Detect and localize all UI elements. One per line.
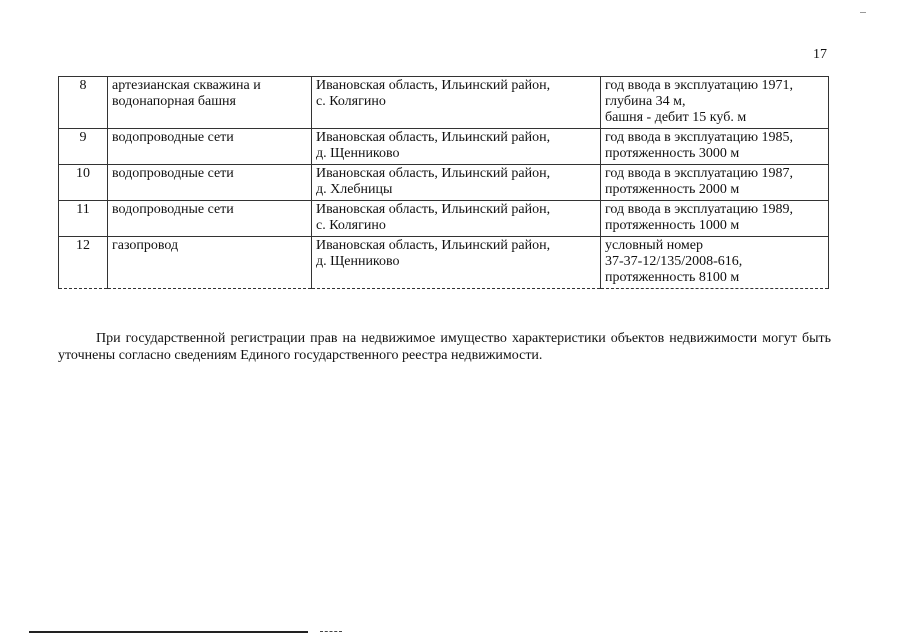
object-name	[108, 201, 312, 237]
text-line: газопровод	[112, 238, 179, 253]
object-name	[108, 165, 312, 201]
footer-dash	[320, 631, 342, 633]
text-line: водопроводные сети	[112, 130, 234, 145]
object-location	[312, 165, 601, 201]
row-number: 9	[59, 129, 108, 165]
text-line: с. Колягино	[316, 218, 386, 233]
text-line: Ивановская область, Ильинский район,	[316, 78, 551, 93]
object-details	[601, 129, 829, 165]
object-details	[601, 165, 829, 201]
scan-mark	[860, 12, 866, 13]
text-line: год ввода в эксплуатацию 1985,	[605, 130, 794, 145]
object-name	[108, 129, 312, 165]
text-line: протяженность 2000 м	[605, 182, 740, 197]
object-details	[601, 201, 829, 237]
table-row	[59, 165, 829, 201]
text-line: протяженность 3000 м	[605, 146, 740, 161]
text-line: с. Колягино	[316, 94, 386, 109]
page-number: 17	[813, 47, 827, 62]
text-line: условный номер	[605, 238, 703, 253]
text-line: артезианская скважина и	[112, 78, 261, 93]
text-line: водонапорная башня	[112, 94, 236, 109]
text-line: Ивановская область, Ильинский район,	[316, 238, 551, 253]
text-line: д. Щенниково	[316, 254, 400, 269]
object-details	[601, 77, 829, 129]
text-line: водопроводные сети	[112, 166, 234, 181]
text-line: 37-37-12/135/2008-616,	[605, 254, 743, 269]
text-line: год ввода в эксплуатацию 1971,	[605, 78, 794, 93]
object-details	[601, 237, 829, 289]
text-line: год ввода в эксплуатацию 1989,	[605, 202, 794, 217]
table-row	[59, 201, 829, 237]
table-row	[59, 129, 829, 165]
row-number: 10	[59, 165, 108, 201]
object-location	[312, 77, 601, 129]
text-line: протяженность 1000 м	[605, 218, 740, 233]
text-line: глубина 34 м,	[605, 94, 686, 109]
property-table	[58, 76, 829, 289]
object-location	[312, 129, 601, 165]
table-row	[59, 237, 829, 289]
row-number: 12	[59, 237, 108, 289]
text-line: Ивановская область, Ильинский район,	[316, 166, 551, 181]
text-line: водопроводные сети	[112, 202, 234, 217]
text-line: год ввода в эксплуатацию 1987,	[605, 166, 794, 181]
registration-note: При государственной регистрации прав на недвижимое имущество характеристики объектов недвижимости могут быть уточнены согласно сведениям Единого государственного реестра недвижимости.	[58, 331, 831, 363]
object-location	[312, 237, 601, 289]
text-line: д. Щенниково	[316, 146, 400, 161]
row-number: 8	[59, 77, 108, 129]
object-name	[108, 77, 312, 129]
object-location	[312, 201, 601, 237]
table-row	[59, 77, 829, 129]
text-line: протяженность 8100 м	[605, 270, 740, 285]
row-number: 11	[59, 201, 108, 237]
footer-rule	[29, 631, 308, 633]
text-line: башня - дебит 15 куб. м	[605, 110, 747, 125]
object-name	[108, 237, 312, 289]
text-line: Ивановская область, Ильинский район,	[316, 130, 551, 145]
text-line: д. Хлебницы	[316, 182, 393, 197]
text-line: Ивановская область, Ильинский район,	[316, 202, 551, 217]
